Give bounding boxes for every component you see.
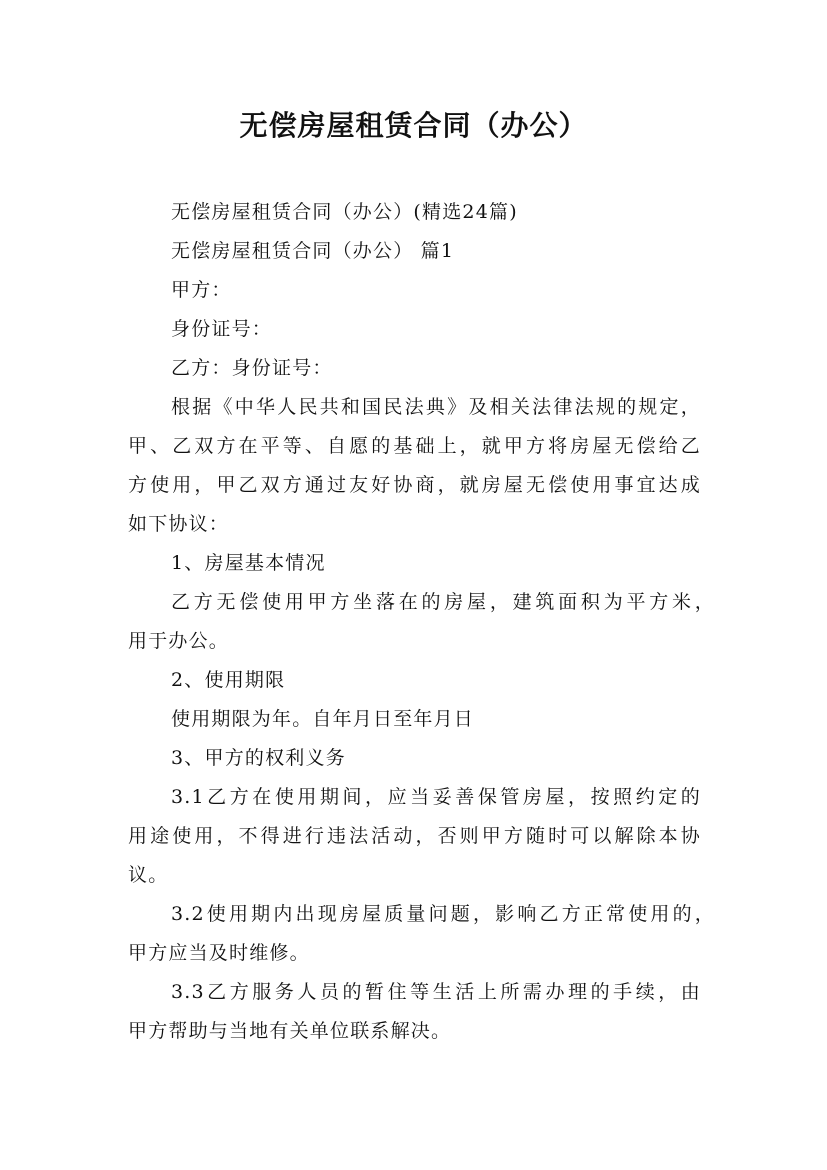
paragraph-line: 用途使用，不得进行违法活动，否则甲方随时可以解除本协	[128, 825, 701, 847]
paragraph-line: 使用期限为年。自年月日至年月日	[171, 708, 475, 730]
paragraph-line: 议。	[128, 864, 169, 886]
paragraph-line: 乙方无偿使用甲方坐落在的房屋，建筑面积为平方米，	[171, 591, 715, 613]
party-a-label: 甲方：	[171, 279, 232, 301]
section-heading: 无偿房屋租赁合同（办公） 篇1	[171, 240, 455, 262]
clause-heading: 3、甲方的权利义务	[171, 747, 346, 769]
paragraph-line: 如下协议：	[128, 513, 230, 535]
id-number-label: 身份证号：	[171, 318, 273, 340]
document-title: 无偿房屋租赁合同（办公）	[239, 109, 588, 142]
clause-heading: 1、房屋基本情况	[171, 552, 326, 574]
paragraph-line: 甲方帮助与当地有关单位联系解决。	[128, 1020, 452, 1042]
paragraph-line: 甲方应当及时维修。	[128, 942, 310, 964]
party-b-label: 乙方：身份证号：	[171, 357, 333, 379]
paragraph-line: 甲、乙双方在平等、自愿的基础上，就甲方将房屋无偿给乙	[128, 435, 701, 457]
paragraph-line: 根据《中华人民共和国民法典》及相关法律法规的规定，	[171, 396, 701, 418]
paragraph-line: 3.2使用期内出现房屋质量问题，影响乙方正常使用的，	[171, 903, 715, 925]
clause-heading: 2、使用期限	[171, 669, 286, 691]
paragraph-line: 方使用，甲乙双方通过友好协商，就房屋无偿使用事宜达成	[128, 474, 701, 496]
doc-subtitle: 无偿房屋租赁合同（办公）(精选24篇)	[171, 201, 518, 223]
paragraph-line: 用于办公。	[128, 630, 230, 652]
paragraph-line: 3.1乙方在使用期间，应当妥善保管房屋，按照约定的	[171, 786, 701, 808]
paragraph-line: 3.3乙方服务人员的暂住等生活上所需办理的手续，由	[171, 981, 701, 1003]
